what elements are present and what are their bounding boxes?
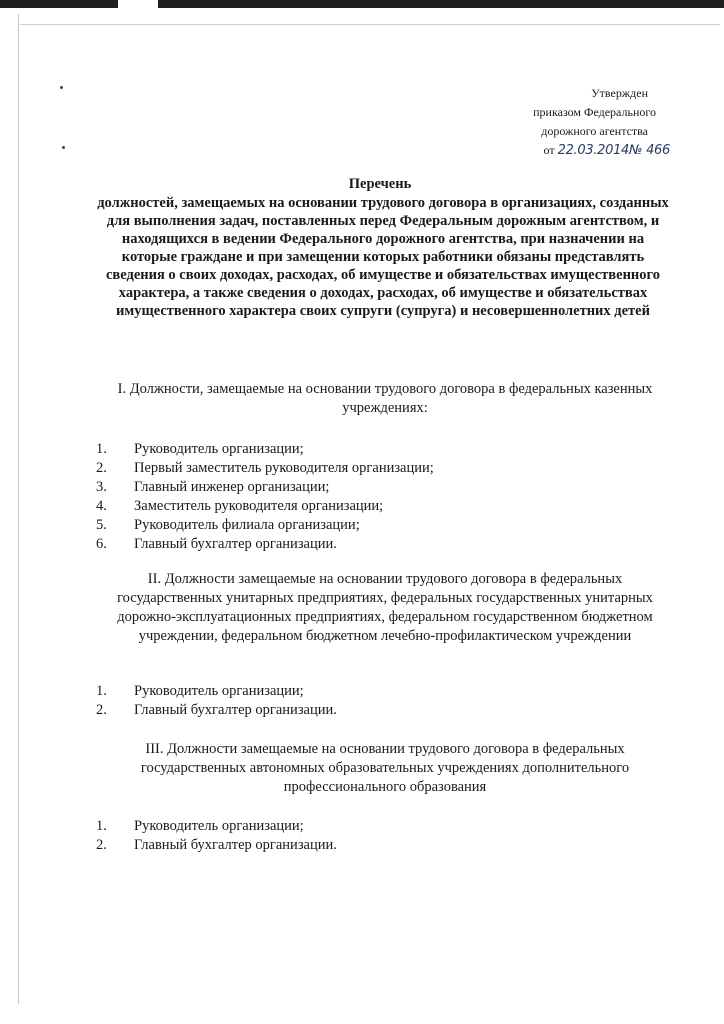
list-item: [96, 535, 434, 554]
list-item-text: Главный бухгалтер организации.: [134, 702, 337, 718]
scan-inner-edge: [20, 24, 720, 25]
list-item: [96, 516, 434, 535]
section-heading: III. Должности замещаемые на основании трудового договора в федеральных государственных автономных образовательных учреждениях дополнительного профессионального образования: [140, 741, 630, 795]
positions-list: [96, 440, 434, 554]
scan-left-edge: [18, 14, 19, 1004]
approval-date-line: [430, 141, 670, 160]
list-item: [96, 817, 337, 836]
list-item: [96, 440, 434, 459]
scan-speck: [60, 86, 63, 89]
list-item: [96, 701, 337, 720]
section-heading: I. Должности, замещаемые на основании трудового договора в федеральных казенных учреждениях:: [117, 381, 653, 416]
scan-border-gap: [118, 0, 158, 8]
list-item-number: 2.: [96, 460, 107, 476]
list-item-number: 1.: [96, 441, 107, 457]
list-item-number: 2.: [96, 702, 107, 718]
list-item-text: Руководитель организации;: [134, 441, 304, 457]
list-item-number: 2.: [96, 837, 107, 853]
list-item-number: 3.: [96, 479, 107, 495]
list-item-text: Руководитель организации;: [134, 818, 304, 834]
scan-top-border: [0, 0, 724, 8]
approval-line: дорожного агентства: [541, 124, 648, 138]
document-title: Перечень: [348, 176, 412, 192]
list-item: [96, 497, 434, 516]
list-item: [96, 459, 434, 478]
list-item-number: 4.: [96, 498, 107, 514]
list-item-text: Главный инженер организации;: [134, 479, 330, 495]
list-item-number: 1.: [96, 818, 107, 834]
list-item-text: Главный бухгалтер организации.: [134, 536, 337, 552]
scan-speck: [62, 146, 65, 149]
list-item: [96, 478, 434, 497]
list-item-text: Заместитель руководителя организации;: [134, 498, 384, 514]
list-item: [96, 682, 337, 701]
list-item-number: 1.: [96, 683, 107, 699]
positions-list: [96, 817, 337, 855]
approval-date-prefix: от: [543, 143, 555, 157]
list-item-text: Главный бухгалтер организации.: [134, 837, 337, 853]
list-item: [96, 836, 337, 855]
approval-block: [430, 84, 670, 160]
list-item-text: Руководитель организации;: [134, 683, 304, 699]
list-item-text: Руководитель филиала организации;: [134, 517, 360, 533]
list-item-number: 5.: [96, 517, 107, 533]
approval-line: Утвержден: [591, 86, 648, 100]
section-heading: II. Должности замещаемые на основании трудового договора в федеральных государственных унитарных предприятиях, федеральных государственных унитарных дорожно-эксплуатационных предприятиях, федеральном государственном бюджетном учреждении, федеральном бюджетном лечебно-профилактическом учреждении: [117, 571, 653, 644]
list-item-number: 6.: [96, 536, 107, 552]
positions-list: [96, 682, 337, 720]
document-subtitle: должностей, замещаемых на основании трудового договора в организациях, созданных для выполнения задач, поставленных перед Федеральным дорожным агентством, и находящихся в ведении Федерального дорожного агентства, при назначении на которые граждане и при замещении которых работники обязаны представлять сведения о своих доходах, расходах, об имуществе и обязательствах имущественного характера, а также сведения о доходах, расходах, об имуществе и обязательствах имущественного характера своих супруги (супруга) и несовершеннолетних детей: [97, 195, 669, 319]
handwritten-date-number: 22.03.2014№ 466: [557, 143, 670, 158]
list-item-text: Первый заместитель руководителя организации;: [134, 460, 434, 476]
approval-line: приказом Федерального: [533, 105, 656, 119]
